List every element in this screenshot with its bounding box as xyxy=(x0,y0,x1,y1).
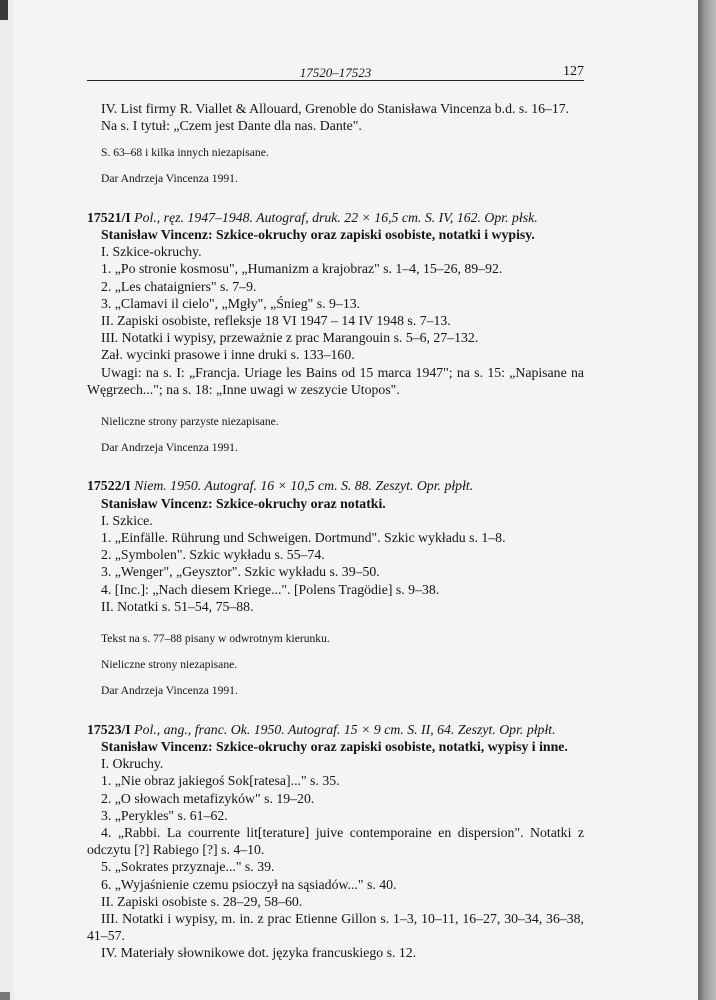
entry-header xyxy=(87,721,584,738)
entry-line: I. Szkice-okruchy. xyxy=(101,244,202,260)
entry-signature: 17523/I xyxy=(87,721,131,737)
entry-line: 2. „O słowach metafizyków" s. 19–20. xyxy=(101,790,315,806)
intro-line-1: IV. List firmy R. Viallet & Allouard, Grenoble do Stanisława Vincenza b.d. s. 16–17. xyxy=(101,101,570,116)
entry-note: Dar Andrzeja Vincenza 1991. xyxy=(101,684,238,698)
entry-note: Tekst na s. 77–88 pisany w odwrotnym kierunku. xyxy=(101,631,330,645)
entry-line: II. Notatki s. 51–54, 75–88. xyxy=(101,598,254,614)
entry-remarks: Uwagi: na s. I: „Francja. Uriage les Bains od 15 marca 1947"; na s. 15: „Napisane na Węgrzech..."; na s. 18: „Inne uwagi w zeszycie Utopos". xyxy=(87,364,584,397)
entry-line: 4. [Inc.]: „Nach diesem Kriege...". [Polens Tragödie] s. 9–38. xyxy=(101,581,440,597)
entry-line: 1. „Po stronie kosmosu", „Humanizm a krajobraz" s. 1–4, 15–26, 89–92. xyxy=(101,261,503,277)
intro-note-2: Dar Andrzeja Vincenza 1991. xyxy=(101,172,238,186)
entry-signature: 17522/I xyxy=(87,478,131,494)
entry-note: Dar Andrzeja Vincenza 1991. xyxy=(101,441,238,454)
entry-title: Stanisław Vincenz: Szkice-okruchy oraz zapiski osobiste, notatki i wypisy. xyxy=(101,226,535,242)
binding-mark-top xyxy=(0,0,8,20)
page-number: 127 xyxy=(563,64,584,79)
binding-mark-bottom xyxy=(0,992,10,1000)
entry-header xyxy=(87,209,584,226)
entry-signature: 17521/I xyxy=(87,209,131,225)
entry-line: I. Okruchy. xyxy=(101,756,164,772)
entry-line: 1. „Nie obraz jakiegoś Sok[ratesa]..." s. 35. xyxy=(101,773,340,789)
page-content xyxy=(87,62,584,962)
entry-line: 6. „Wyjaśnienie czemu psioczył na sąsiadów..." s. 40. xyxy=(101,876,397,892)
entry-line: 2. „Les chataigniers" s. 7–9. xyxy=(101,278,257,294)
entry-line: 3. „Perykles" s. 61–62. xyxy=(101,807,228,823)
entry-line: II. Zapiski osobiste s. 28–29, 58–60. xyxy=(101,893,303,909)
entry-line: I. Szkice. xyxy=(101,512,153,528)
running-header xyxy=(87,62,584,81)
intro-note-1: S. 63–68 i kilka innych niezapisane. xyxy=(101,146,269,159)
entry-line: 3. „Wenger", „Geysztor". Szkic wykładu s. 39–50. xyxy=(101,564,380,580)
entry-line: Zał. wycinki prasowe i inne druki s. 133–160. xyxy=(101,347,355,363)
entry-note: Nieliczne strony parzyste niezapisane. xyxy=(101,414,279,428)
catalog-entry xyxy=(87,477,584,699)
intro-line-2: Na s. I tytuł: „Czem jest Dante dla nas. Dante". xyxy=(101,118,362,134)
catalog-entry xyxy=(87,721,584,962)
entry-line: III. Notatki i wypisy, m. in. z prac Etienne Gillon s. 1–3, 10–11, 16–27, 30–34, 36–38, 41–57. xyxy=(87,911,584,944)
entry-header xyxy=(87,477,584,494)
entry-title: Stanisław Vincenz: Szkice-okruchy oraz zapiski osobiste, notatki, wypisy i inne. xyxy=(101,738,568,754)
entry-line: II. Zapiski osobiste, refleksje 18 VI 1947 – 14 IV 1948 s. 7–13. xyxy=(101,313,451,328)
entry-description: Pol., ang., franc. Ok. 1950. Autograf. 15 × 9 cm. S. II, 64. Zeszyt. Opr. płpłt. xyxy=(134,721,556,737)
entry-line: III. Notatki i wypisy, przeważnie z prac Marangouin s. 5–6, 27–132. xyxy=(101,330,479,346)
entry-line: 3. „Clamavi il cielo", „Mgły", „Śnieg" s. 9–13. xyxy=(101,295,361,311)
running-title: 17520–17523 xyxy=(299,65,372,80)
entry-line: 4. „Rabbi. La courrente lit[terature] juive contemporaine en dispersion". Notatki z odczytu [?] Rabiego [?] s. 4–10. xyxy=(87,825,584,858)
entry-line: 1. „Einfälle. Rührung und Schweigen. Dortmund". Szkic wykładu s. 1–8. xyxy=(101,530,506,545)
catalog-entry xyxy=(87,209,584,456)
entry-line: 5. „Sokrates przyznaje..." s. 39. xyxy=(101,859,275,875)
page-shadow xyxy=(698,0,716,1000)
entry-description: Pol., ręz. 1947–1948. Autograf, druk. 22 × 16,5 cm. S. IV, 162. Opr. płsk. xyxy=(134,209,538,225)
entry-title: Stanisław Vincenz: Szkice-okruchy oraz notatki. xyxy=(101,495,386,511)
entry-description: Niem. 1950. Autograf. 16 × 10,5 cm. S. 88. Zeszyt. Opr. płpłt. xyxy=(134,478,474,494)
entry-line: 2. „Symbolen". Szkic wykładu s. 55–74. xyxy=(101,547,325,563)
entry-note: Nieliczne strony niezapisane. xyxy=(101,658,238,671)
page-left-edge xyxy=(0,0,14,1000)
entry-line: IV. Materiały słownikowe dot. języka francuskiego s. 12. xyxy=(101,945,417,961)
